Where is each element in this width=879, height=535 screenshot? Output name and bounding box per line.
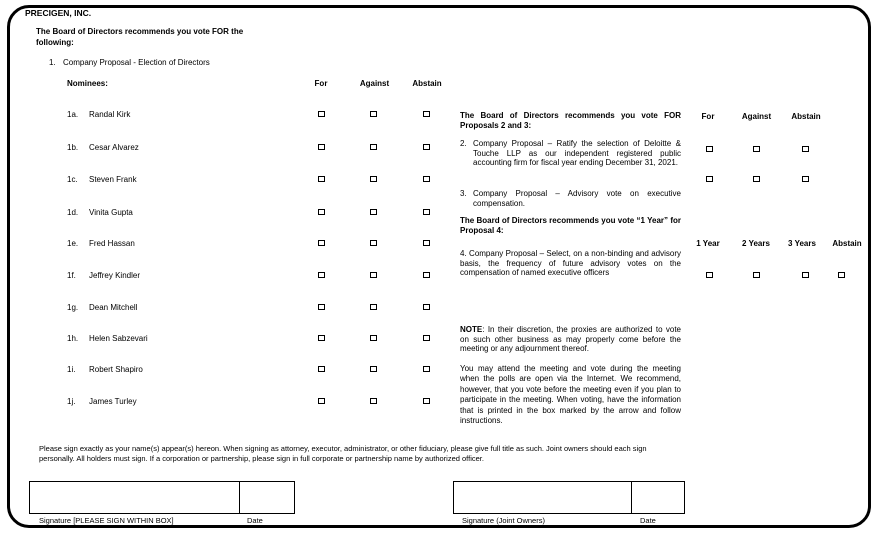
column-header-3years: 3 Years [788,239,816,248]
checkbox-1j-for[interactable] [318,398,325,404]
nominee-name: Steven Frank [89,175,137,184]
checkbox-p2-against[interactable] [753,146,760,152]
checkbox-p3-for[interactable] [706,176,713,182]
nominee-code: 1b. [67,143,79,152]
checkbox-1b-abstain[interactable] [423,144,430,150]
checkbox-1a-against[interactable] [370,111,377,117]
checkbox-p3-abstain[interactable] [802,176,809,182]
nominee-row-1i [0,365,879,375]
nominee-code: 1c. [67,175,78,184]
checkbox-p2-abstain[interactable] [802,146,809,152]
column-header-2years: 2 Years [742,239,770,248]
date-label-joint: Date [640,516,656,525]
proposal-3-text: Company Proposal – Advisory vote on executive compensation. [473,189,681,208]
checkbox-1d-abstain[interactable] [423,209,430,215]
nominee-code: 1h. [67,334,79,343]
checkbox-1g-abstain[interactable] [423,304,430,310]
checkbox-1f-against[interactable] [370,272,377,278]
nominee-code: 1d. [67,208,79,217]
checkbox-1j-against[interactable] [370,398,377,404]
checkbox-1c-against[interactable] [370,176,377,182]
proposal-4-text: 4. Company Proposal – Select, on a non-binding and advisory basis, the frequency of future advisory votes on the compensation of named executive officers [460,249,681,277]
checkbox-1d-for[interactable] [318,209,325,215]
column-header-against-right: Against [741,112,772,121]
nominee-code: 1f. [67,271,76,280]
checkbox-1b-against[interactable] [370,144,377,150]
checkbox-1i-for[interactable] [318,366,325,372]
checkbox-1c-abstain[interactable] [423,176,430,182]
nominees-label: Nominees: [67,79,108,88]
checkbox-1a-for[interactable] [318,111,325,117]
company-name: PRECIGEN, INC. [25,8,92,18]
checkbox-1i-against[interactable] [370,366,377,372]
signature-joint-label: Signature (Joint Owners) [462,516,545,525]
proposal-1-title: Company Proposal - Election of Directors [63,58,210,67]
checkbox-1e-for[interactable] [318,240,325,246]
nominee-name: Fred Hassan [89,239,135,248]
checkbox-1g-against[interactable] [370,304,377,310]
nominee-code: 1a. [67,110,79,119]
column-header-for-right: For [701,112,715,121]
checkbox-p3-against[interactable] [753,176,760,182]
nominee-code: 1j. [67,397,76,406]
column-header-for: For [314,79,328,88]
note-paragraph [460,325,681,354]
nominee-row-1c [0,175,879,185]
column-header-against: Against [359,79,390,88]
proposal-2-text: Company Proposal – Ratify the selection of Deloitte & Touche LLP as our independent registered public accounting firm for fiscal year ending December 31, 2021. [473,139,681,167]
column-header-abstain-right: Abstain [791,112,821,121]
checkbox-1i-abstain[interactable] [423,366,430,372]
checkbox-1h-against[interactable] [370,335,377,341]
nominee-row-1j [0,397,879,407]
signature-box-primary[interactable] [29,481,295,514]
nominee-name: James Turley [89,397,137,406]
recommendation-proposal-4: The Board of Directors recommends you vote “1 Year” for Proposal 4: [460,216,681,235]
date-cell-joint[interactable] [631,482,684,513]
date-cell-primary[interactable] [239,482,294,513]
nominee-code: 1e. [67,239,79,248]
note-text: : In their discretion, the proxies are authorized to vote on such other business as may properly come before the meeting or any adjournment thereof. [460,325,681,353]
nominee-row-1d [0,208,879,218]
checkbox-1f-abstain[interactable] [423,272,430,278]
column-header-abstain: Abstain [412,79,442,88]
checkbox-1e-abstain[interactable] [423,240,430,246]
checkbox-p4-abstain[interactable] [838,272,845,278]
checkbox-1d-against[interactable] [370,209,377,215]
checkbox-p4-1year[interactable] [706,272,713,278]
note-label: NOTE [460,325,483,334]
checkbox-1e-against[interactable] [370,240,377,246]
checkbox-1b-for[interactable] [318,144,325,150]
proposal-3 [460,189,681,208]
nominee-row-1g [0,303,879,313]
checkbox-1f-for[interactable] [318,272,325,278]
signature-instructions: Please sign exactly as your name(s) appear(s) hereon. When signing as attorney, executor, administrator, or other fiduciary, please give full title as such. Joint owners should each sign personally. All holders must sign. If a corporation or partnership, please sign in full corporate or partnership name by authorized officer. [39,444,647,463]
checkbox-1h-for[interactable] [318,335,325,341]
nominee-row-1b [0,143,879,153]
proposal-2-number: 2. [460,139,467,148]
signature-primary-label: Signature [PLEASE SIGN WITHIN BOX] [39,516,174,525]
signature-box-joint[interactable] [453,481,685,514]
nominee-code: 1g. [67,303,79,312]
attend-paragraph: You may attend the meeting and vote during the meeting when the polls are open via the Internet. We recommend, however, that you vote before the meeting even if you plan to participate in the meeting. When voting, have the information that is printed in the box marked by the arrow and follow instructions. [460,364,681,426]
nominee-row-1f [0,271,879,281]
proposal-2 [460,139,681,168]
nominee-name: Randal Kirk [89,110,131,119]
proposal-3-number: 3. [460,189,467,198]
nominee-code: 1i. [67,365,76,374]
date-label-primary: Date [247,516,263,525]
nominee-row-1h [0,334,879,344]
nominee-name: Cesar Alvarez [89,143,139,152]
checkbox-p4-2years[interactable] [753,272,760,278]
column-header-1year: 1 Year [696,239,720,248]
nominee-name: Helen Sabzevari [89,334,148,343]
checkbox-1c-for[interactable] [318,176,325,182]
checkbox-1h-abstain[interactable] [423,335,430,341]
nominee-name: Jeffrey Kindler [89,271,140,280]
column-header-abstain-p4: Abstain [832,239,862,248]
checkbox-p4-3years[interactable] [802,272,809,278]
nominee-name: Vinita Gupta [89,208,133,217]
recommendation-proposal-1: The Board of Directors recommends you vote FOR the following: [36,27,244,47]
checkbox-1g-for[interactable] [318,304,325,310]
checkbox-p2-for[interactable] [706,146,713,152]
recommendation-proposals-2-3: The Board of Directors recommends you vote FOR Proposals 2 and 3: [460,111,681,130]
nominee-name: Dean Mitchell [89,303,138,312]
proposal-1-number: 1. [49,58,56,67]
checkbox-1j-abstain[interactable] [423,398,430,404]
nominee-name: Robert Shapiro [89,365,143,374]
checkbox-1a-abstain[interactable] [423,111,430,117]
